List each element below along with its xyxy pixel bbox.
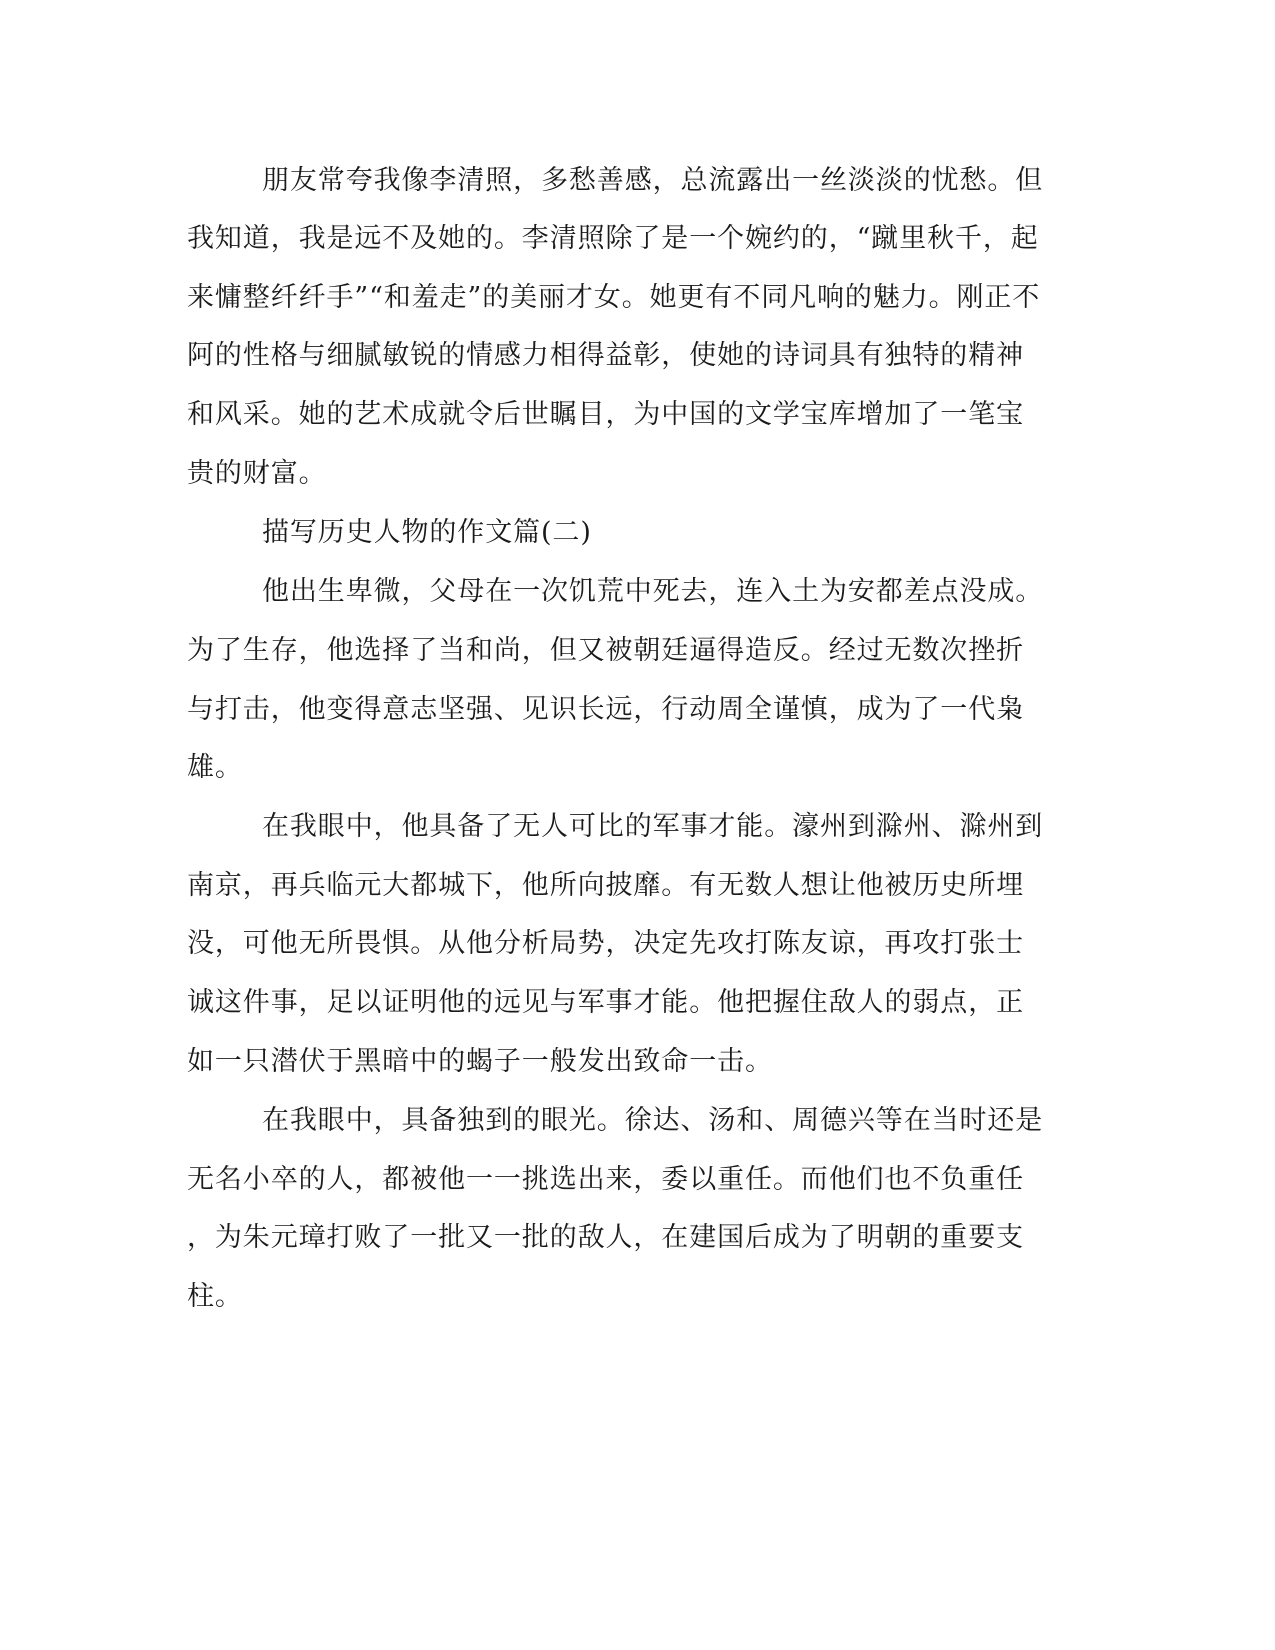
section-heading: 描写历史人物的作文篇(二) (262, 517, 592, 548)
paragraph-1-line-4: 阿的性格与细腻敏锐的情感力相得益彰，使她的诗词具有独特的精神 (187, 340, 1024, 371)
paragraph-2-line-4: 雄。 (187, 752, 243, 783)
paragraph-4-line-3: ，为朱元璋打败了一批又一批的敌人，在建国后成为了明朝的重要支 (187, 1222, 1024, 1253)
paragraph-2-line-2: 为了生存，他选择了当和尚，但又被朝廷逼得造反。经过无数次挫折 (187, 635, 1024, 666)
paragraph-4-line-2: 无名小卒的人，都被他一一挑选出来，委以重任。而他们也不负重任 (187, 1164, 1024, 1195)
paragraph-2-line-3: 与打击，他变得意志坚强、见识长远，行动周全谨慎，成为了一代枭 (187, 694, 1024, 725)
paragraph-3-line-2: 南京，再兵临元大都城下，他所向披靡。有无数人想让他被历史所埋 (187, 870, 1024, 901)
paragraph-1-line-5: 和风采。她的艺术成就令后世瞩目，为中国的文学宝库增加了一笔宝 (187, 399, 1024, 430)
paragraph-1-line-2: 我知道，我是远不及她的。李清照除了是一个婉约的，“蹴里秋千，起 (187, 223, 1039, 254)
paragraph-1-line-1: 朋友常夸我像李清照，多愁善感，总流露出一丝淡淡的忧愁。但 (262, 165, 1044, 196)
paragraph-2-line-1: 他出生卑微，父母在一次饥荒中死去，连入土为安都差点没成。 (262, 576, 1044, 607)
paragraph-3-line-5: 如一只潜伏于黑暗中的蝎子一般发出致命一击。 (187, 1046, 773, 1077)
paragraph-4-line-1: 在我眼中，具备独到的眼光。徐达、汤和、周德兴等在当时还是 (262, 1105, 1044, 1136)
paragraph-3-line-1: 在我眼中，他具备了无人可比的军事才能。濠州到滁州、滁州到 (262, 811, 1044, 842)
paragraph-3-line-4: 诚这件事，足以证明他的远见与军事才能。他把握住敌人的弱点，正 (187, 987, 1024, 1018)
paragraph-1-line-6: 贵的财富。 (187, 458, 327, 489)
paragraph-4-line-4: 柱。 (187, 1281, 243, 1312)
paragraph-1-line-3: 来慵整纤纤手”“和羞走”的美丽才女。她更有不同凡响的魅力。刚正不 (187, 282, 1041, 313)
paragraph-3-line-3: 没，可他无所畏惧。从他分析局势，决定先攻打陈友谅，再攻打张士 (187, 928, 1024, 959)
